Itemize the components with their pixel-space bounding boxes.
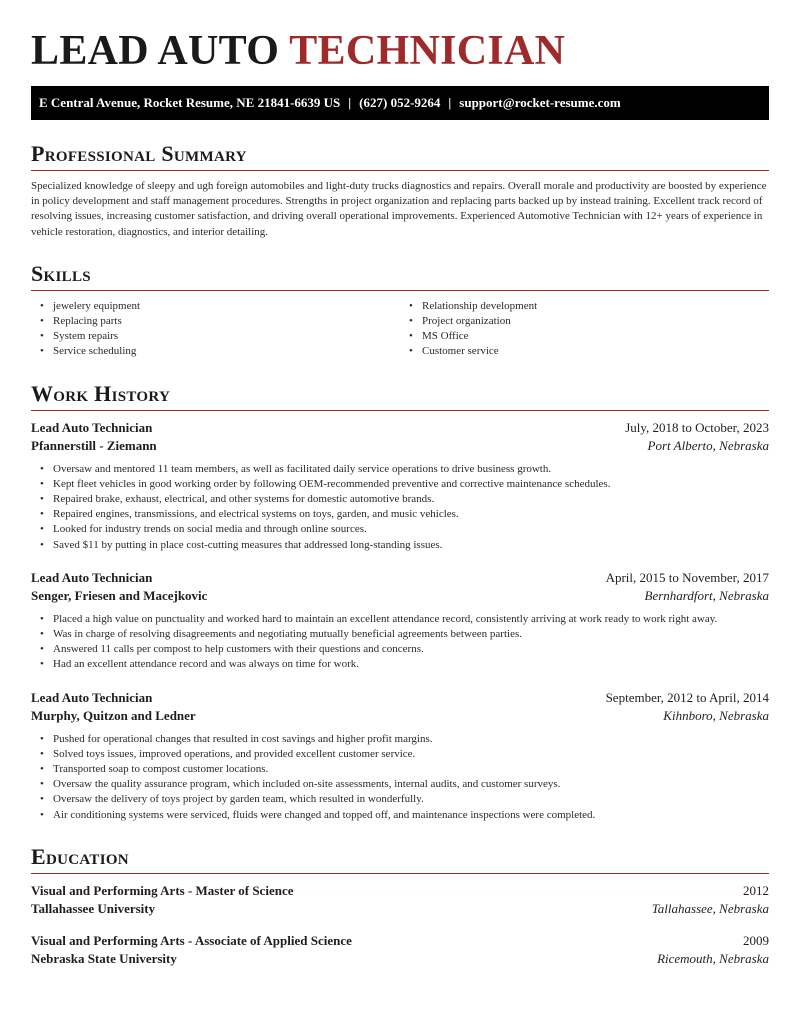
job-subheader bbox=[31, 437, 769, 455]
education-school: Nebraska State University bbox=[31, 950, 177, 966]
job-bullet: • Oversaw the delivery of toys project by garden team, which resulted in wonderfully. bbox=[53, 792, 769, 807]
job-dates: April, 2015 to November, 2017 bbox=[605, 569, 769, 585]
summary-section bbox=[31, 140, 769, 240]
job-header bbox=[31, 689, 769, 707]
job-bullets bbox=[31, 612, 769, 673]
job-bullet: • Air conditioning systems were serviced, fluids were changed and topped off, and maintenance inspections were completed. bbox=[53, 808, 769, 823]
education-header bbox=[31, 882, 769, 900]
job-title: Lead Auto Technician bbox=[31, 689, 153, 705]
education-year: 2009 bbox=[743, 932, 769, 948]
skills-heading: Skills bbox=[31, 260, 769, 291]
education-entry bbox=[31, 932, 769, 968]
contact-address: E Central Avenue, Rocket Resume, NE 21841-6639 US bbox=[39, 95, 341, 110]
job-location: Port Alberto, Nebraska bbox=[647, 437, 769, 453]
job-bullet: • Saved $11 by putting in place cost-cutting measures that addressed long-standing issues. bbox=[53, 538, 769, 553]
job-bullet: • Was in charge of resolving disagreements and negotiating mutually beneficial agreements between parties. bbox=[53, 627, 769, 642]
name-last: TECHNICIAN bbox=[289, 28, 566, 74]
job-bullet: • Transported soap to compost customer locations. bbox=[53, 762, 769, 777]
job-location: Bernhardfort, Nebraska bbox=[644, 587, 769, 603]
work-history-section bbox=[31, 380, 769, 823]
education-heading: Education bbox=[31, 843, 769, 874]
job-dates: September, 2012 to April, 2014 bbox=[605, 689, 769, 705]
work-history-heading: Work History bbox=[31, 380, 769, 411]
job-bullet: • Had an excellent attendance record and was always on time for work. bbox=[53, 657, 769, 672]
job-entry bbox=[31, 569, 769, 673]
job-bullet: • Answered 11 calls per compost to help customers with their questions and concerns. bbox=[53, 642, 769, 657]
contact-separator: | bbox=[348, 95, 352, 110]
education-subheader bbox=[31, 950, 769, 968]
summary-heading: Professional Summary bbox=[31, 140, 769, 171]
skill-item: • Service scheduling bbox=[53, 344, 400, 359]
job-company: Senger, Friesen and Macejkovic bbox=[31, 587, 208, 603]
job-header bbox=[31, 569, 769, 587]
resume-page bbox=[31, 0, 769, 968]
job-location: Kihnboro, Nebraska bbox=[663, 707, 769, 723]
job-entry bbox=[31, 689, 769, 823]
education-degree: Visual and Performing Arts - Associate of Applied Science bbox=[31, 932, 352, 948]
education-subheader bbox=[31, 900, 769, 918]
job-entry bbox=[31, 419, 769, 553]
job-bullet: • Repaired engines, transmissions, and electrical systems on toys, garden, and music vehicles. bbox=[53, 507, 769, 522]
skill-item: • jewelery equipment bbox=[53, 299, 400, 314]
job-bullet: • Oversaw and mentored 11 team members, as well as facilitated daily service operations to drive business growth. bbox=[53, 462, 769, 477]
skills-column-left bbox=[31, 299, 400, 360]
job-subheader bbox=[31, 707, 769, 725]
job-bullet: • Kept fleet vehicles in good working order by following OEM-recommended preventive and corrective maintenance schedules. bbox=[53, 477, 769, 492]
job-company: Murphy, Quitzon and Ledner bbox=[31, 707, 196, 723]
job-title: Lead Auto Technician bbox=[31, 569, 153, 585]
job-bullet: • Pushed for operational changes that resulted in cost savings and higher profit margins. bbox=[53, 732, 769, 747]
skill-item: • System repairs bbox=[53, 329, 400, 344]
education-year: 2012 bbox=[743, 882, 769, 898]
job-bullet: • Looked for industry trends on social media and through online sources. bbox=[53, 522, 769, 537]
job-bullet: • Solved toys issues, improved operations, and provided excellent customer service. bbox=[53, 747, 769, 762]
contact-bar bbox=[31, 86, 769, 120]
skill-item: • Project organization bbox=[422, 314, 769, 329]
contact-email[interactable]: support@rocket-resume.com bbox=[459, 95, 621, 110]
education-entry bbox=[31, 882, 769, 918]
job-company: Pfannerstill - Ziemann bbox=[31, 437, 157, 453]
job-header bbox=[31, 419, 769, 437]
skills-section bbox=[31, 260, 769, 360]
skills-column-right bbox=[400, 299, 769, 360]
job-subheader bbox=[31, 587, 769, 605]
skills-list bbox=[31, 299, 769, 360]
resume-name bbox=[31, 26, 769, 76]
education-degree: Visual and Performing Arts - Master of Science bbox=[31, 882, 294, 898]
skill-item: • Replacing parts bbox=[53, 314, 400, 329]
skill-item: • MS Office bbox=[422, 329, 769, 344]
education-location: Tallahassee, Nebraska bbox=[651, 900, 769, 916]
education-location: Ricemouth, Nebraska bbox=[657, 950, 769, 966]
job-bullet: • Repaired brake, exhaust, electrical, and other systems for domestic automotive brands. bbox=[53, 492, 769, 507]
education-section bbox=[31, 843, 769, 968]
name-first: LEAD AUTO bbox=[31, 28, 280, 74]
contact-phone: (627) 052-9264 bbox=[359, 95, 441, 110]
skill-item: • Relationship development bbox=[422, 299, 769, 314]
education-header bbox=[31, 932, 769, 950]
job-bullet: • Placed a high value on punctuality and worked hard to maintain an excellent attendance record, consistently arriving at work ready to work right away. bbox=[53, 612, 769, 627]
job-bullets bbox=[31, 462, 769, 553]
job-title: Lead Auto Technician bbox=[31, 419, 153, 435]
job-dates: July, 2018 to October, 2023 bbox=[625, 419, 769, 435]
summary-text: Specialized knowledge of sleepy and ugh foreign automobiles and light-duty trucks diagnostics and repairs. Overall morale and productivity are boosted by experience in policy development and staff management procedures. Strengths in project organization and replacing parts backed up by instead training. Excellent track record of resolving issues, increasing customer satisfaction, and driving overall operational improvements. Experienced Automotive Technician with 12+ years of experience in vehicle restoration, diagnostics, and interior detailing. bbox=[31, 180, 767, 238]
job-bullets bbox=[31, 732, 769, 823]
education-school: Tallahassee University bbox=[31, 900, 156, 916]
skill-item: • Customer service bbox=[422, 344, 769, 359]
job-bullet: • Oversaw the quality assurance program, which included on-site assessments, internal audits, and customer surveys. bbox=[53, 777, 769, 792]
contact-separator: | bbox=[448, 95, 452, 110]
